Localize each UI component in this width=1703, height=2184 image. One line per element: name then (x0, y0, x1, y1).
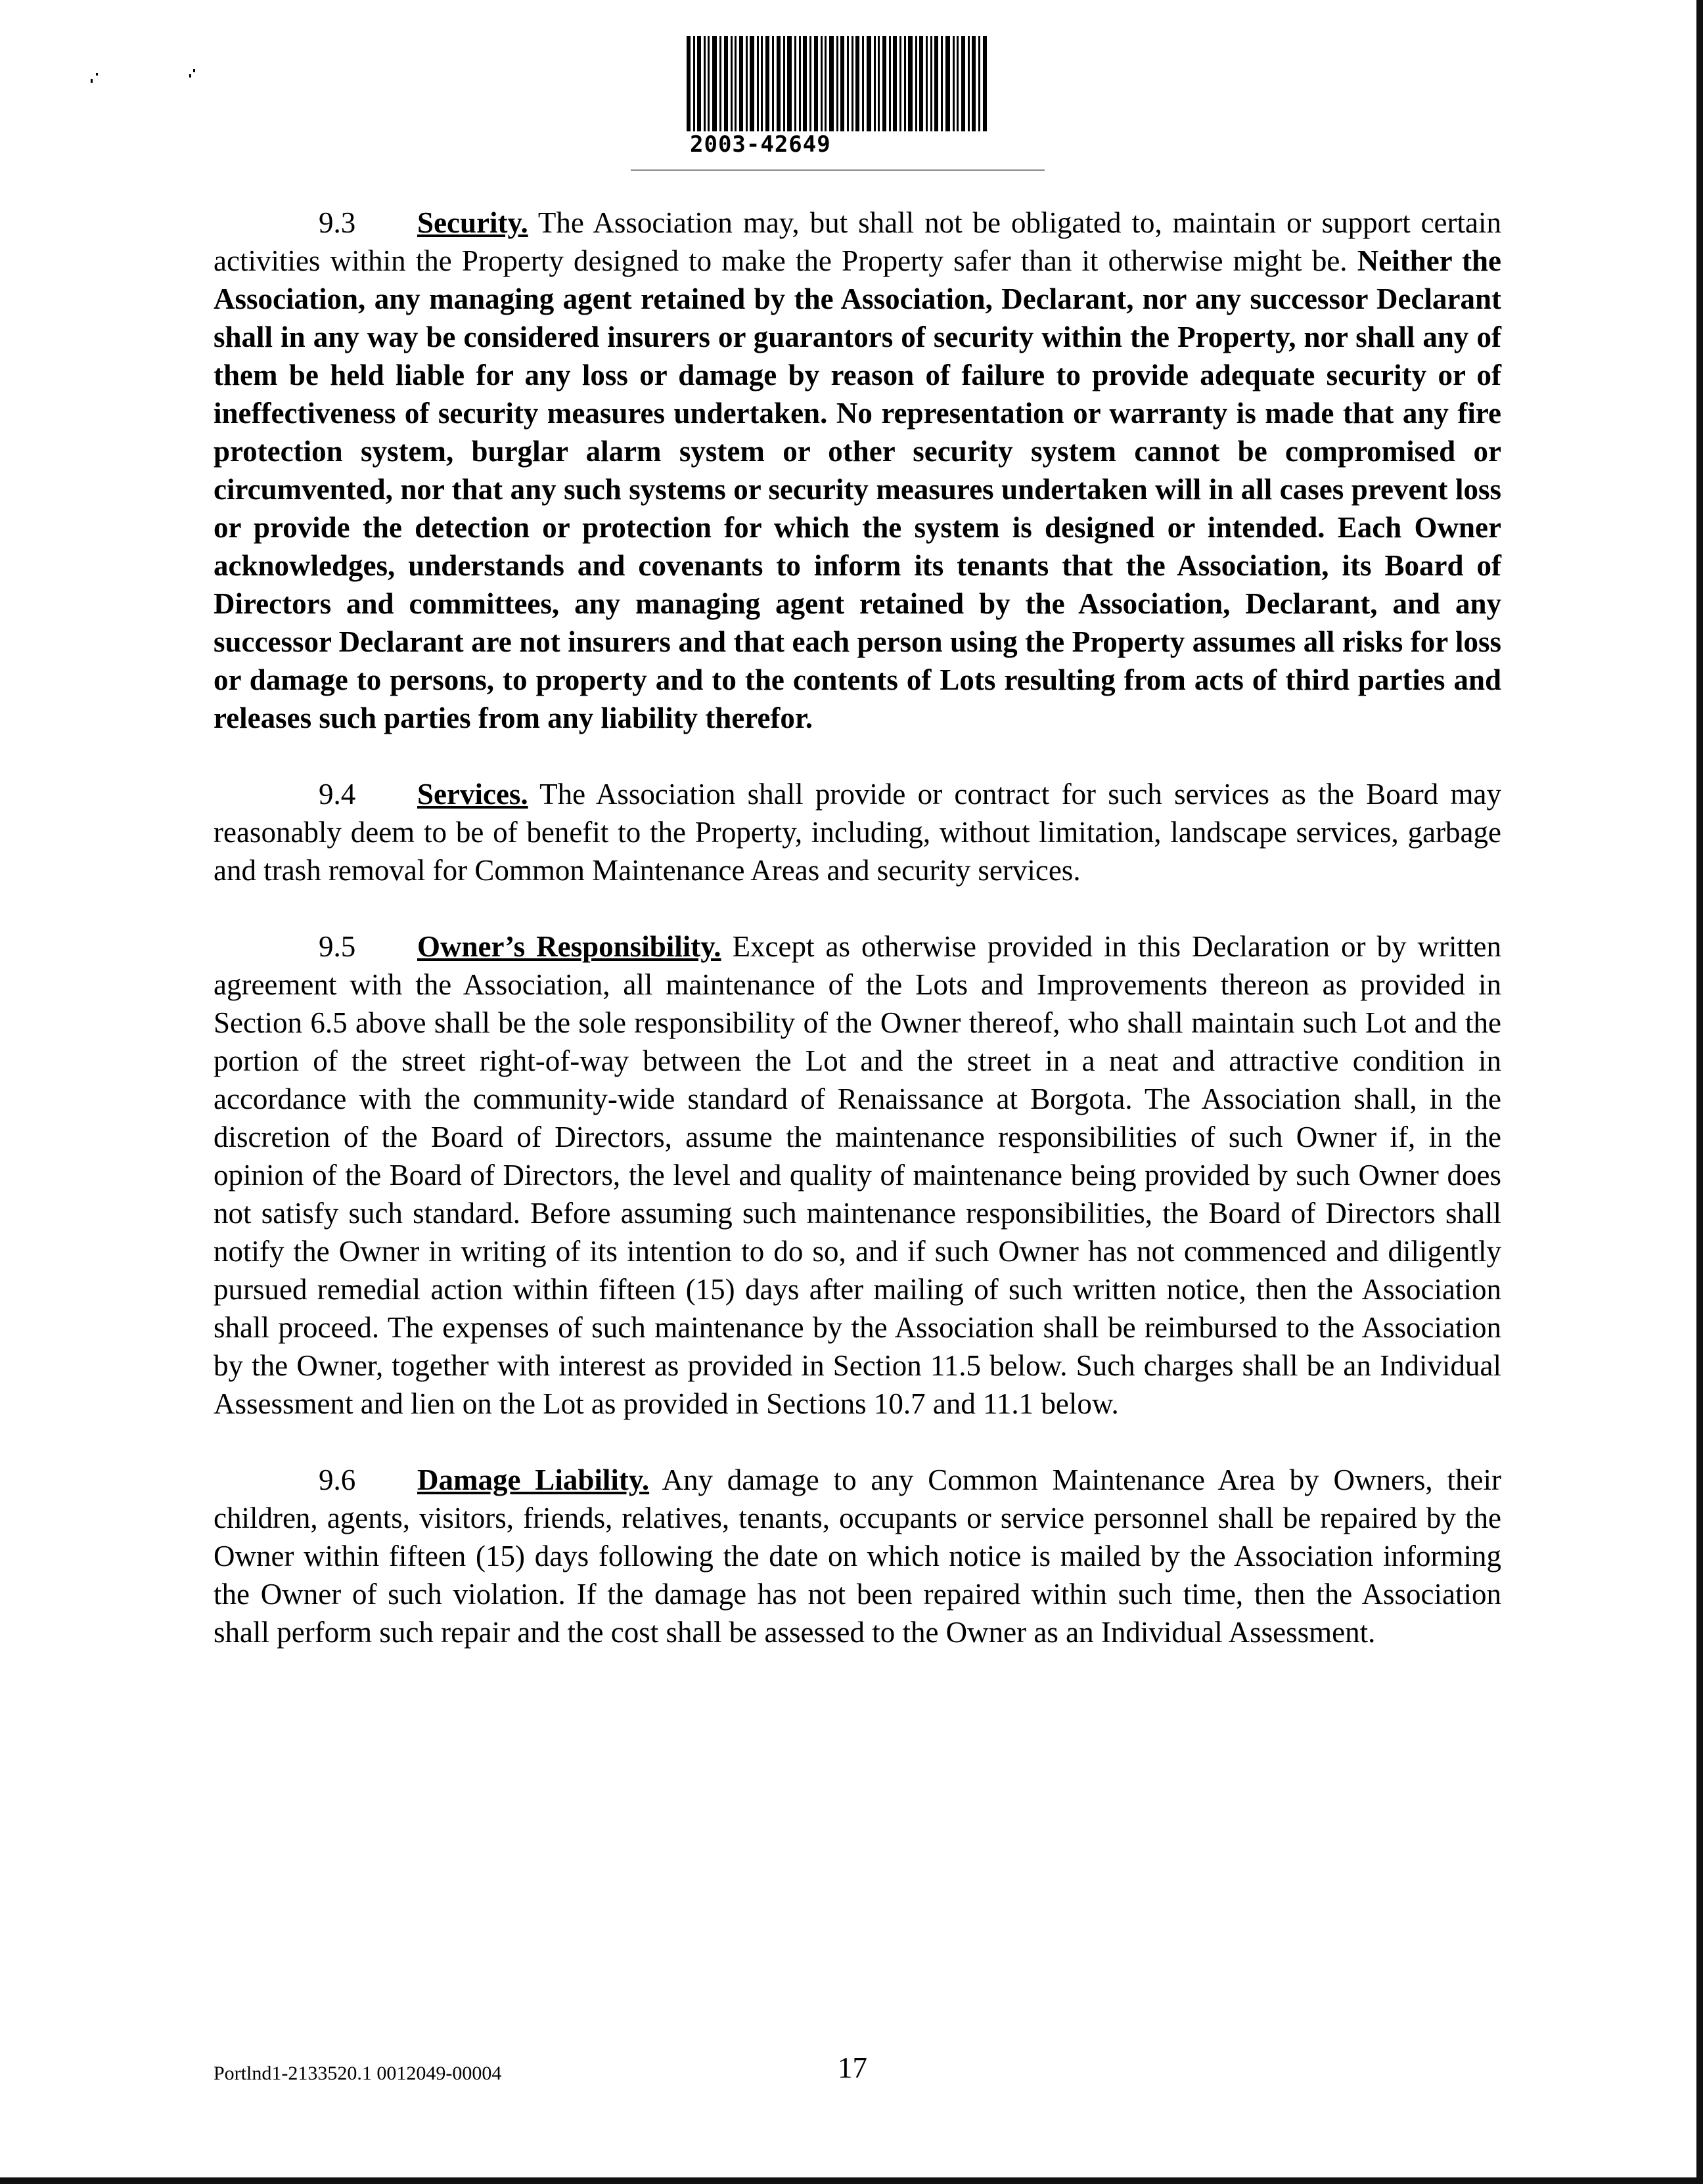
section-number: 9.4 (319, 778, 356, 811)
section-bold-text: Neither the Association, any managing agent retained by the Association, Declarant, nor any successor Declarant shall in any way be considered insurers or guarantors of security within the Property, nor shall any of them be held liable for any loss or damage by reason of failure to provide adequate security or of ineffectiveness of security measures undertaken. No representation or warranty is made that any fire protection system, burglar alarm system or other security system cannot be compromised or circumvented, nor that any such systems or security measures undertaken will in all cases prevent loss or provide the detection or protection for which the system is designed or intended. Each Owner acknowledges, understands and covenants to inform its tenants that the Association, its Board of Directors and committees, any managing agent retained by the Association, Declarant, and any successor Declarant are not insurers and that each person using the Property assumes all risks for loss or damage to persons, to property and to the contents of Lots resulting from acts of third parties and releases such parties from any liability therefor. (214, 244, 1501, 734)
section-number: 9.6 (319, 1463, 356, 1496)
divider (631, 169, 1045, 171)
page-number: 17 (838, 2051, 867, 2084)
section-text: Except as otherwise provided in this Declaration or by written agreement with the Association, all maintenance of the Lots and Improvements thereon as provided in Section 6.5 above shall be the sole responsibility of the Owner thereof, who shall maintain such Lot and the portion of the street right-of-way between the Lot and the street in a neat and attractive condition in accordance with the community-wide standard of Renaissance at Borgota. The Association shall, in the discretion of the Board of Directors, assume the maintenance responsibilities of such Owner if, in the opinion of the Board of Directors, the level and quality of maintenance being provided by such Owner does not satisfy such standard. Before assuming such maintenance responsibilities, the Board of Directors shall notify the Owner in writing of its intention to do so, and if such Owner has not commenced and diligently pursued remedial action within fifteen (15) days after mailing of such written notice, then the Association shall proceed. The expenses of such maintenance by the Association shall be reimbursed to the Association by the Owner, together with interest as provided in Section 11.5 below. Such charges shall be an Individual Assessment and lien on the Lot as provided in Sections 10.7 and 11.1 below. (214, 930, 1501, 1420)
section-heading: Damage Liability. (417, 1463, 650, 1496)
section-number: 9.3 (319, 206, 356, 239)
footer-document-id: Portlnd1-2133520.1 0012049-00004 (214, 2062, 502, 2084)
section-9-4 (214, 775, 1501, 889)
section-number: 9.5 (319, 930, 356, 963)
section-text: The Association shall provide or contract for such services as the Board may reasonably deem to be of benefit to the Property, including, without limitation, landscape services, garbage and trash removal for Common Maintenance Areas and security services. (214, 778, 1501, 887)
section-heading: Owner’s Responsibility. (417, 930, 721, 963)
barcode-number: 2003-42649 (690, 131, 831, 158)
section-heading: Security. (417, 206, 528, 239)
section-9-3 (214, 204, 1501, 737)
section-text: The Association may, but shall not be obligated to, maintain or support certain activities within the Property designed to make the Property safer than it otherwise might be. (214, 206, 1501, 277)
section-text: Any damage to any Common Maintenance Area by Owners, their children, agents, visitors, friends, relatives, tenants, occupants or service personnel shall be repaired by the Owner within fifteen (15) days following the date on which notice is mailed by the Association informing the Owner of such violation. If the damage has not been repaired within such time, then the Association shall perform such repair and the cost shall be assessed to the Owner as an Individual Assessment. (214, 1463, 1501, 1649)
barcode-image (687, 36, 989, 135)
section-9-6 (214, 1461, 1501, 1651)
scan-specks (79, 62, 210, 102)
document-body (214, 204, 1501, 1689)
section-9-5 (214, 927, 1501, 1423)
section-heading: Services. (417, 778, 528, 811)
